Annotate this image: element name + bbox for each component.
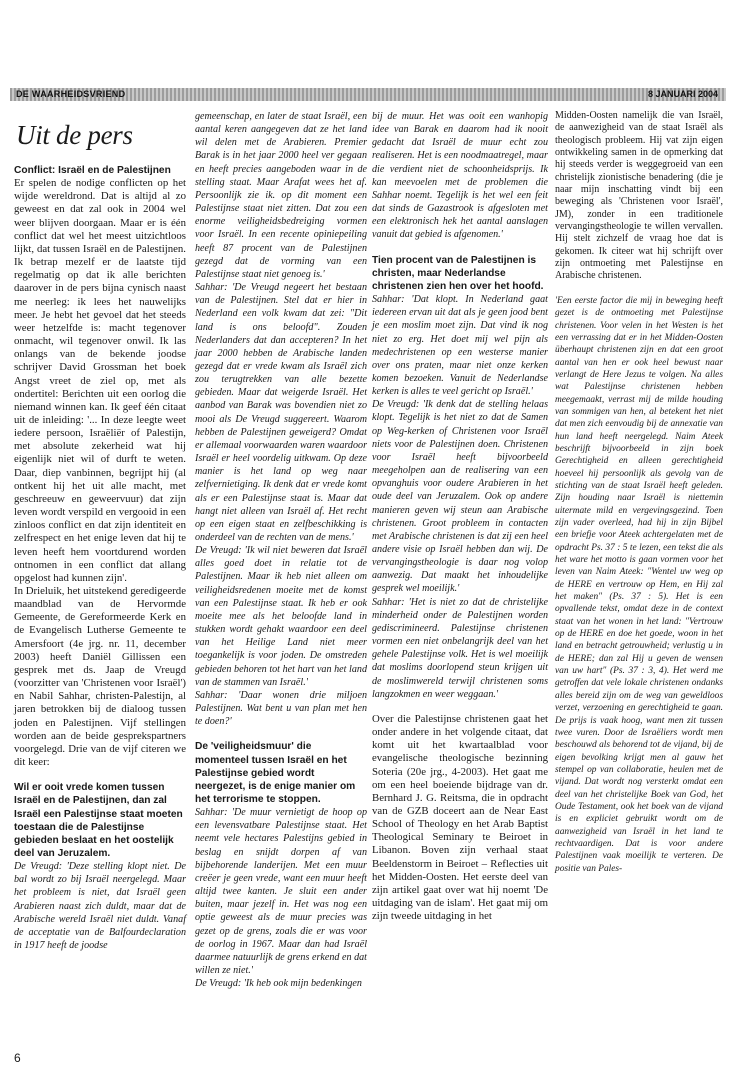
- quote-paragraph: Sahhar: 'De muur vernietigt de hoop op een levensvatbare Palestijnse staat. Het neemt vele hectares Palestijns gebied in beslag en snijdt dorpen af van bijbehorende landerijen. Met een muur creëer je geen vrede, want een muur heeft altijd twee kanten. Je sluit een ander buiten, maar jezelf in. Het was nog een optie geweest als de muur precies was gezet op de grens, zoals die er was voor de oorlog in 1967. Maar dan had Israël daarmee natuurlijk de grens erkend en dat willen ze niet.': [195, 807, 367, 976]
- quote-paragraph: Sahhar: 'Het is niet zo dat de christelijke minderheid onder de Palestijnen worden gediscrimineerd. Palestijnse christenen vormen een niet onbelangrijk deel van het gehele Palestijnse volk. Het is wel moeilijk dat moslims doorlopend steun krijgen uit de moslimwereld terwijl christenen soms langzokmen en weer weggaan.': [372, 596, 548, 700]
- quote-paragraph: Sahhar: 'De Vreugd negeert het bestaan van de Palestijnen. Stel dat er hier in Nederland een volk kwam dat zei: "Dit land is ons beloofd". Zouden Nederlanders dat dan accepteren? In het jaar 2000 hebben de Arabische landen gezegd dat er vrede kwam als Israël zich zou terugtrekken van alle bezette gebieden. Maar dat weigerde Israël. Het aanbod van Barak was bovendien niet zo mooi als De Vreugd suggereert. Waarom hebben de Palestijnen geweigerd? Omdat er allemaal voorwaarden waren waardoor Israël er heel voordelig uitkwam. Op deze manier is het land op weg naar zelfvernietiging. Ik denk dat er vrede komt als er een Palestijnse staat is. Maar dat hangt niet alleen van Israël af. Het recht op een eigen staat en zelfbeschikking is onderdeel van de rechten van de mens.': [195, 282, 367, 543]
- thesis-heading: Wil er ooit vrede komen tussen Israël en de Palestijnen, dan zal Israël een Palestijnse staat moeten toestaan die de Palestijnse gebieden beslaat en het oostelijk deel van Jeruzalem.: [14, 782, 183, 859]
- quote-paragraph: De Vreugd: 'Ik denk dat de stelling helaas klopt. Tegelijk is het niet zo dat de Samen op Weg-kerken of Christenen voor Israël niets voor de Palestijnen doen. Christenen voor Israël heeft bijvoorbeeld meegeholpen aan de realisering van een opvanghuis voor oudere Arabieren in het oude deel van Jeruzalem. Ook op andere manieren geven wij steun aan Arabische christenen. Groot probleem in contacten met Arabische christenen is dat zij een heel andere visie op Israël hebben dan wij. De vervangingstheologie is daar nog volop aanwezig. Dat maakt het inhoudelijke gesprek wel moeilijk.': [372, 399, 548, 595]
- quote-paragraph: bij de muur. Het was ooit een wanhopig idee van Barak en daarom had ik nooit gedacht dat Israël de muur echt zou realiseren. Het is een noodmaatregel, maar die verdient niet de schoonheidsprijs. Ik kan meevoelen met de problemen die Sahhar noemt. Tegelijk is het wel een feit dat sinds de Gazastrook is afgesloten met een elektronisch hek het aantal aanslagen vanuit dat gebied is afgenomen.': [372, 111, 548, 241]
- thesis-heading: Tien procent van de Palestijnen is christen, maar Nederlandse christenen zien hen over het hoofd.: [372, 254, 544, 292]
- paragraph: Over die Palestijnse christenen gaat het onder andere in het volgende citaat, dat komt uit het kwartaalblad voor evangelische theologische bezinning Soteria (20e jrg., 4-2003). Het gaat me om een heel boeiende bijdrage van dr. Bernhard J. G. Reitsma, die in opdracht van de GZB doceert aan de Near East School of Theology en het Arab Baptist Theological Seminary te Beiroet in Libanon. Boven zijn verhaal staat Beeldenstorm in Beiroet – Reflecties uit het Midden-Oosten. Het eerste deel van zijn artikel gaat over wat hij noemt 'De uitdaging van de islam'. Het gaat mij om zijn tweede uitdaging in het: [372, 712, 548, 923]
- paragraph: In Drieluik, het uitstekend geredigeerde maandblad van de Hervormde Gemeente, de Gereformeerde Kerk en de Evangelisch Lutherse Gemeente te Amersfoort (4e jrg. nr. 11, december 2003) heeft Daniël Gillissen een gesprek met ds. Jaap de Vreugd (voorzitter van 'Christenen voor Israël') en Nabil Sahhar, christen-Palestijn, al jaren betrokken bij de dialoog tussen joden en Palestijnen. Vijf stellingen worden aan de beide gesprekspartners voorgelegd. Drie van de vijf citeren we dit keer:: [14, 585, 186, 769]
- thesis-heading: De 'veiligheidsmuur' die momenteel tussen Israël en het Palestijnse gebied wordt neergezet, is de enige manier om het terrorisme te stoppen.: [195, 741, 356, 805]
- section-title: Uit de pers: [16, 120, 133, 150]
- quote-paragraph: De Vreugd: 'Ik wil niet beweren dat Israël alles goed doet in relatie tot de Palestijnen. Maar ik heb niet alleen om veiligheidsredenen moeite met de komst van een Palestijnse staat. Ik heb er ook moeite mee als het beloofde land in stukken wordt gehakt waardoor een deel van het Heilige Land niet meer toegankelijk is voor joden. De omstreden gebieden behoren tot het hart van het land van de stammen van Israël.': [195, 545, 367, 688]
- column-1: [14, 110, 186, 952]
- paragraph: Er spelen de nodige conflicten op het wijde wereldrond. Dat is altijd al zo geweest en dat zal ook in 2004 wel weer blijven doorgaan. Maar er is één conflict dat wel het meest uitzichtloos lijkt, dat tussen Israël en de Palestijnen. Ik betrap mezelf er de laatste tijd regelmatig op dat ik alle berichten daarover in de pers bijna cynisch naast me neerleg: ik lees het nauwelijks meer. Je hebt het gevoel dat het steeds weer hetzelfde is: macht tegenover onmacht, wil tegenover onwil. Ik las onlangs van de bekende joodse schrijver David Grossman het boek Angst vreet de ziel op, met als ondertitel: Berichten uit een oorlog die niemand winnen kan. Ik geef één citaat uit de inleiding: '... In deze leegte weet iedere persoon, Israëliër of Palestijn, met absolute zekerheid wat hij eigenlijk niet wil of durft te weten. Daar, diep vanbinnen, begrijpt hij (al ontkent hij het uit alle macht, met geschreeuw en geweervuur) dat zijn leven wordt verspild en vergooid in een zinloos conflict en dat zijn identiteit en zelfrespect en het enige leven dat hij te leven heeft hem voortdurend worden ontnomen in een conflict dat allang opgelost had kunnen zijn'.: [14, 177, 186, 584]
- column-3: [372, 110, 548, 923]
- quote-paragraph: Sahhar: 'Dat klopt. In Nederland gaat iedereen ervan uit dat als je geen jood bent je een moslim moet zijn. Dat vind ik nog niet zo erg. Het doet mij wel pijn als medechristenen op een westerse manier over ons praten, maar niet onze kerken komen bezoeken. Vanuit de Nederlandse kerken is alles te veel gericht op Israël.': [372, 294, 548, 398]
- quote-paragraph: 'Een eerste factor die mij in beweging heeft gezet is de ontmoeting met Palestijnse christenen. Voor velen in het Westen is het een verrassing dat er in het Midden-Oosten überhaupt christenen zijn en dat een groot aantal van hen er ook heel bewust naar verlangt de Here Jezus te volgen. Na alles wat Palestijnse christenen hebben meegemaakt, verrast mij de milde houding van sommigen van hen, al betekent het niet dat men zich eenvoudig bij de annexatie van hun land heeft neergelegd. Naim Ateek beschrijft bijvoorbeeld in zijn boek Gerechtigheid en alleen gerechtigheid hoeveel hij persoonlijk als gevolg van de stichting van de staat Israël heeft geleden. Zijn houding naar Israël is niettemin uitermate mild en vergevingsgezind. Toen zijn vader overleed, had hij in zijn Bijbel een briefje voor Ateek achtergelaten met de opdracht Ps. 37 : 5 te lezen, een tekst die als het ware het motto is gaan vormen voor het leven van Naim Ateek: "Wentel uw weg op de HERE en vertrouw op Hem, en Hij zal het maken" (Ps. 37 : 5). Het is een opvallende tekst, omdat deze in de context staat van het wonen in het land: "Vertrouw op de HERE en doe het goede, woon in het land en betracht getrouwheid; verlustig u in de HERE; dan zal Hij u geven de wensen van uw hart" (Ps. 37 : 3, 4). Het werd me getroffen dat vele lokale christenen ondanks alles bereid zijn om de weg van geweldloos verzet, verzoening en gerechtigheid te gaan. De prijs is vaak hoog, want men zit tussen twee vuren. Door de Israëliers wordt men beschouwd als behorend tot de vijand, bij de eigen bevolking krijgt men al gauw het stempel op van collaboratie, heulen met de vijand. Dat wordt nog versterkt omdat een deel van het christelijke Boek van God, het Oude Testament, ook het boek van de vijand is en expliciet gebruikt wordt om de aanwezigheid van Israël in het land te rechtvaardigen. Dat is voor andere Palestijnen vaak moeilijk te verteren. De positie van Pales-: [555, 295, 723, 874]
- page-number: 6: [14, 1051, 21, 1065]
- quote-paragraph: gemeenschap, en later de staat Israël, een aantal keren aangegeven dat ze het land wil delen met de Arabieren. Premier Barak is in het jaar 2000 heel ver gegaan en heeft precies aangeboden waar in de stelling staat. Maar Arafat wees het af. Persoonlijk zie ik. op dit moment een Palestijnse staat niet zitten. Dat zou een enorme veiligheidsbedreiging vormen voor Israël. In een recente opiniepeiling heeft 87 procent van de Palestijnen gezegd dat de vorming van een Palestijnse staat niet genoeg is.': [195, 111, 367, 280]
- running-header: [10, 88, 726, 101]
- quote-paragraph: De Vreugd: 'Ik heb ook mijn bedenkingen: [195, 978, 362, 990]
- publication-name: DE WAARHEIDSVRIEND: [16, 89, 126, 99]
- quote-paragraph: Sahhar: 'Daar wonen drie miljoen Palestijnen. Wat bent u van plan met hen te doen?': [195, 689, 367, 728]
- article-subhead: Conflict: Israël en de Palestijnen: [14, 165, 171, 176]
- column-2: [195, 110, 367, 990]
- column-4: [555, 110, 723, 875]
- issue-date: 8 JANUARI 2004: [647, 89, 718, 99]
- quote-paragraph: De Vreugd: 'Deze stelling klopt niet. De bal wordt zo bij Israël neergelegd. Maar het probleem is niet, dat Israël geen Arabieren naast zich duldt, maar dat de Arabische wereld Israël niet duldt. Vanaf de acceptatie van de Balfourdeclaration in 1917 heeft de joodse: [14, 861, 186, 952]
- paragraph: Midden-Oosten namelijk die van Israël, de aanwezigheid van de staat Israël als theologisch probleem. Hij vat zijn eigen ontwikkeling samen in de opmerking dat hij steeds verder is weggegroeid van een christelijk zionistische benadering (die je naar mijn inschatting vindt bij een beweging als 'Christenen voor Israël', JM), zonder in een traditionele vervangingstheologie te willen vervallen. Hij stelt zichzelf de vraag hoe dat is gekomen. Ik citeer wat hij schrijft over zijn ontmoeting met Palestijnse en Arabische christenen.: [555, 110, 723, 282]
